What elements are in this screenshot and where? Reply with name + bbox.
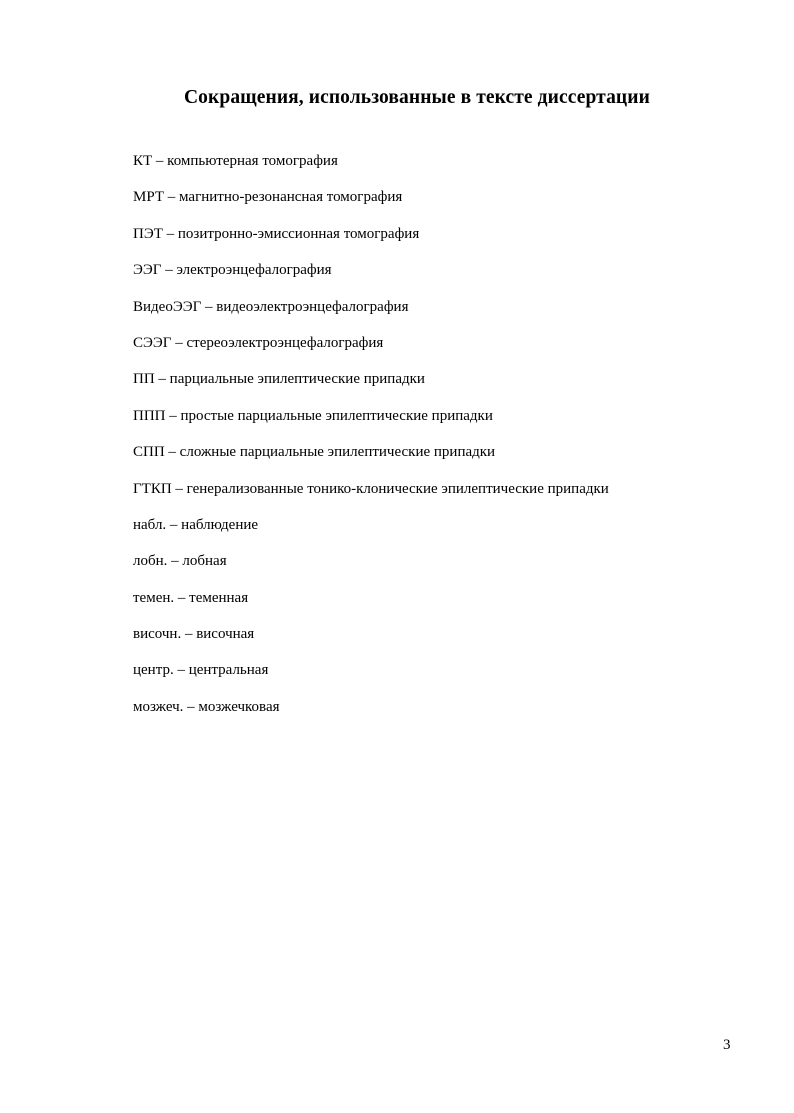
page-title: Сокращения, использованные в тексте диссертации: [184, 87, 650, 108]
abbreviation-item: СЭЭГ – стереоэлектроэнцефалография: [133, 334, 384, 351]
abbreviation-item: СПП – сложные парциальные эпилептические припадки: [133, 444, 496, 461]
abbreviation-item: ВидеоЭЭГ – видеоэлектроэнцефалография: [133, 298, 409, 315]
abbreviation-item: ЭЭГ – электроэнцефалография: [133, 262, 332, 279]
abbreviation-item: набл. – наблюдение: [133, 516, 259, 533]
abbreviation-item: МРТ – магнитно-резонансная томография: [133, 189, 403, 206]
abbreviation-item: ПП – парциальные эпилептические припадки: [133, 371, 425, 388]
abbreviation-item: мозжеч. – мозжечковая: [133, 698, 280, 715]
abbreviation-item: ГТКП – генерализованные тонико-клонические эпилептические припадки: [133, 480, 609, 497]
abbreviation-item: ПЭТ – позитронно-эмиссионная томография: [133, 225, 420, 242]
abbreviation-item: центр. – центральная: [133, 662, 269, 679]
abbreviation-item: темен. – теменная: [133, 589, 249, 606]
page-number: 3: [723, 1037, 731, 1053]
abbreviation-item: лобн. – лобная: [133, 553, 227, 570]
abbreviation-list: [133, 152, 609, 734]
abbreviation-item: височн. – височная: [133, 626, 255, 643]
abbreviation-item: КТ – компьютерная томография: [133, 153, 338, 169]
abbreviation-item: ППП – простые парциальные эпилептические припадки: [133, 407, 493, 424]
